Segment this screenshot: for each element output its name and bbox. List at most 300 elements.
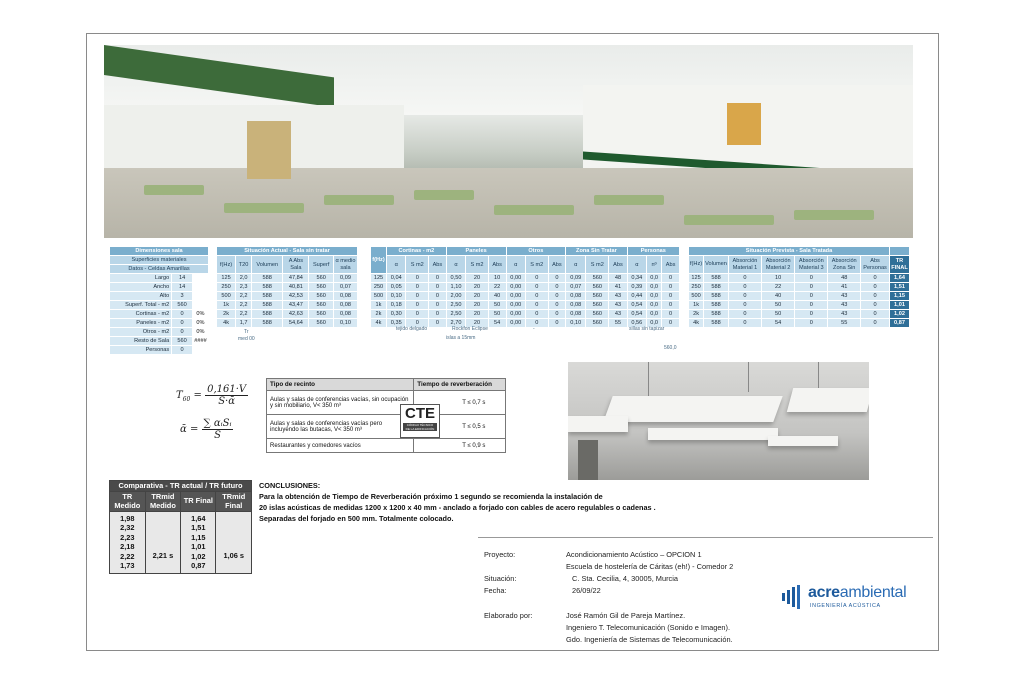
dim-label: Paneles - m2: [110, 319, 172, 328]
mat-cell: 0: [662, 310, 680, 319]
divider: [478, 537, 933, 538]
mat-cell: 0: [406, 283, 429, 292]
prevista-cell: 500: [689, 292, 704, 301]
prevista-cell: 588: [704, 301, 729, 310]
trmid-medido: 2,21 s: [145, 511, 181, 573]
cmp-header: TR Medido: [110, 491, 146, 511]
dining-room-photo: [104, 45, 913, 238]
actual-cell: 588: [252, 301, 283, 310]
trmid-final: 1,06 s: [216, 511, 252, 573]
prevista-cell: 0: [728, 310, 761, 319]
actual-row: [217, 301, 358, 310]
prevista-header: Absorción Material 1: [728, 256, 761, 274]
mat-cell: 0,08: [566, 310, 586, 319]
prevista-row: [689, 292, 910, 301]
tr-medido-value: 1,73: [120, 561, 135, 570]
actual-cell: 0,08: [334, 292, 358, 301]
prevista-header: Abs Personas: [861, 256, 890, 274]
mat-cell: 43: [609, 301, 627, 310]
mat-cell: 0,54: [627, 310, 646, 319]
dim-pct: 0%: [192, 310, 208, 319]
cte-tipo: Aulas y salas de conferencias vacías pero incluyendo las butacas, V< 350 m³: [267, 415, 414, 439]
prevista-cell: 588: [704, 310, 729, 319]
mat-group-otros: Otros: [506, 247, 566, 256]
actual-header: Superf: [309, 256, 334, 274]
label-elaborado: Elaborado por:: [484, 611, 533, 620]
prevista-cell: 0: [795, 292, 828, 301]
tr-final-value: 1,64: [191, 513, 206, 523]
mat-cell: 560: [586, 319, 609, 328]
mat-cell: 0: [429, 274, 447, 283]
prevista-tr-top: [890, 247, 910, 256]
mat-cell: 0,0: [647, 292, 662, 301]
dim-pct: [192, 346, 208, 355]
mat-cell: 0,00: [506, 292, 525, 301]
mat-cell: 0,56: [627, 319, 646, 328]
mat-cell: 2,50: [446, 310, 465, 319]
tr-medido-value: 2,22: [120, 551, 135, 561]
alpha-formula: [180, 418, 233, 441]
mat-cell: 0,0: [647, 283, 662, 292]
actual-row: [217, 319, 358, 328]
prevista-cell: 22: [762, 283, 795, 292]
prevista-cell: 588: [704, 319, 729, 328]
situacion-prevista-table: [688, 246, 910, 328]
actual-header: A Abs Sala: [283, 256, 309, 274]
tr-final-value: 0,87: [191, 561, 206, 570]
mat-cell: 0: [548, 310, 566, 319]
prevista-row: [689, 319, 910, 328]
actual-cell: 1,7: [236, 319, 252, 328]
label-proyecto: Proyecto:: [484, 550, 516, 559]
dim-label: Largo: [110, 274, 172, 283]
actual-cell: 2,2: [236, 301, 252, 310]
mat-cell: 0,18: [387, 301, 406, 310]
prevista-cell: 55: [828, 319, 861, 328]
mat-cell: 50: [488, 301, 506, 310]
foot-paneles: Rockfon Eclipse: [452, 326, 488, 332]
mat-row: [371, 301, 680, 310]
mat-cell: 560: [586, 283, 609, 292]
mat-cell: 20: [466, 292, 489, 301]
actual-cell: 2,3: [236, 283, 252, 292]
foot-islas: islas a 15mm: [446, 335, 476, 341]
t60-formula: [176, 384, 248, 407]
mat-cell: 0,00: [506, 283, 525, 292]
dimensiones-title: Dimensiones sala: [110, 247, 209, 256]
actual-cell: 0,08: [334, 310, 358, 319]
actual-cell: 42,53: [283, 292, 309, 301]
actual-cell: 560: [309, 292, 334, 301]
prevista-cell: 0: [795, 319, 828, 328]
prevista-cell: 4k: [689, 319, 704, 328]
tr-medido-list: [110, 511, 146, 573]
tr-medido-value: 2,18: [120, 542, 135, 551]
prevista-header: TR FINAL: [890, 256, 910, 274]
prevista-cell: 125: [689, 274, 704, 283]
dim-label: Otros - m2: [110, 328, 172, 337]
mat-cell: 0,54: [627, 301, 646, 310]
actual-note-tr: Tr: [244, 329, 249, 335]
logo-name-bold: acre: [808, 584, 840, 601]
actual-cell: 1k: [217, 301, 236, 310]
prevista-cell: 0: [861, 301, 890, 310]
tr-medido-value: 1,98: [120, 513, 135, 523]
mat-cell: 0,04: [387, 274, 406, 283]
actual-cell: 0,08: [334, 301, 358, 310]
mat-cell: 0,34: [627, 274, 646, 283]
mat-cell: 43: [609, 310, 627, 319]
dim-label: Personas: [110, 346, 172, 355]
tr-final-value: 1,02: [191, 551, 206, 561]
actual-row: [217, 310, 358, 319]
actual-cell: 54,64: [283, 319, 309, 328]
cte-table: [266, 378, 506, 453]
mat-cell: 0: [662, 319, 680, 328]
mat-subheader: Abs: [662, 256, 680, 274]
mat-group-zona: Zona Sin Tratar: [566, 247, 627, 256]
actual-row: [217, 283, 358, 292]
dim-value: 560: [172, 337, 193, 346]
tr-medido-value: 2,32: [120, 523, 135, 532]
t60-num: 0,161·V: [207, 384, 247, 395]
actual-note-med: med 00: [238, 336, 255, 342]
mat-subheader: S m2: [406, 256, 429, 274]
dim-label: Cortinas - m2: [110, 310, 172, 319]
actual-cell: 588: [252, 292, 283, 301]
dim-pct: 0%: [192, 319, 208, 328]
mat-cell: 0: [525, 301, 548, 310]
mat-cell: 10: [488, 274, 506, 283]
conclusiones: [259, 480, 656, 524]
cte-logo-small1: CÓDIGO TÉCNICO: [403, 423, 437, 427]
dim-pct: [192, 292, 208, 301]
cte-col-tiempo: Tiempo de reverberación: [414, 379, 506, 391]
prevista-cell: 1,02: [890, 310, 910, 319]
prevista-cell: 43: [828, 292, 861, 301]
cte-tiempo: T ≤ 0,9 s: [414, 439, 506, 453]
actual-cell: 588: [252, 283, 283, 292]
prevista-row: [689, 274, 910, 283]
mat-row: [371, 292, 680, 301]
mat-cell: 0: [406, 310, 429, 319]
t60-sub: 60: [182, 396, 191, 403]
prevista-cell: 43: [828, 301, 861, 310]
dim-value: 0: [172, 346, 193, 355]
mat-cell: 560: [586, 292, 609, 301]
prevista-title: Situación Prevista - Sala Tratada: [689, 247, 890, 256]
mat-cell: 0,30: [387, 310, 406, 319]
cte-col-tipo: Tipo de recinto: [267, 379, 414, 391]
dim-value: 0: [172, 319, 193, 328]
cte-tipo: Aulas y salas de conferencias vacías, sin ocupación y sin mobiliario, V< 350 m³: [267, 391, 414, 415]
prevista-header: Absorción Zona Sin: [828, 256, 861, 274]
value-elaborado-2: Ingeniero T. Telecomunicación (Sonido e Imagen).: [566, 623, 731, 632]
acoustic-islands-photo: [568, 362, 869, 480]
mat-cell: 0: [429, 310, 447, 319]
dim-pct: ####: [194, 338, 207, 344]
mat-cell: 0,08: [566, 301, 586, 310]
foot-personas: sillas sin tapizar: [629, 326, 665, 332]
mat-cell: 55: [609, 319, 627, 328]
alpha-num: ∑ αᵢSᵢ: [203, 418, 232, 429]
mat-group-personas: Personas: [627, 247, 679, 256]
mat-subheader: α: [446, 256, 465, 274]
cmp-header: TR Final: [181, 491, 216, 511]
actual-cell: 2,2: [236, 310, 252, 319]
mat-cell: 0: [429, 292, 447, 301]
dim-value: 14: [172, 283, 193, 292]
dim-pct: [192, 301, 208, 310]
actual-cell: 43,47: [283, 301, 309, 310]
prevista-cell: 0: [728, 319, 761, 328]
cte-logo-text: CTE: [405, 405, 435, 422]
mat-cell: 0: [525, 283, 548, 292]
mat-cell: 48: [609, 274, 627, 283]
actual-cell: 500: [217, 292, 236, 301]
actual-cell: 560: [309, 310, 334, 319]
mat-cell: 0: [406, 319, 429, 328]
logo-name-thin: ambiental: [839, 584, 907, 601]
prevista-cell: 50: [762, 310, 795, 319]
prevista-cell: 10: [762, 274, 795, 283]
conclusiones-line: Para la obtención de Tiempo de Reverberación próximo 1 segundo se recomienda la instalación de: [259, 492, 603, 501]
actual-cell: 560: [309, 274, 334, 283]
tr-final-value: 1,15: [191, 532, 206, 542]
mat-cell: 0: [548, 283, 566, 292]
tr-final-value: 1,51: [191, 523, 206, 532]
prevista-cell: 43: [828, 310, 861, 319]
mat-cell: 0,07: [566, 283, 586, 292]
prevista-cell: 0: [795, 301, 828, 310]
t60-lhs: T: [176, 390, 183, 401]
actual-cell: 560: [309, 319, 334, 328]
mat-cell: 2,70: [446, 319, 465, 328]
mat-cell: 20: [466, 274, 489, 283]
foot-cortinas: tejido delgado: [396, 326, 428, 332]
cte-tipo: Restaurantes y comedores vacíos: [267, 439, 414, 453]
prevista-cell: 54: [762, 319, 795, 328]
dim-pct: [192, 283, 208, 292]
actual-cell: 588: [252, 310, 283, 319]
project-info: [484, 549, 804, 649]
prevista-cell: 0: [795, 310, 828, 319]
mat-cell: 0,10: [566, 319, 586, 328]
label-situacion: Situación:: [484, 574, 517, 583]
mat-cell: 0: [662, 292, 680, 301]
actual-cell: 2,0: [236, 274, 252, 283]
mat-group-paneles: Paneles: [446, 247, 506, 256]
mat-cell: 0: [662, 301, 680, 310]
mat-cell: 0,00: [506, 310, 525, 319]
mat-cell: 0,35: [387, 319, 406, 328]
mat-cell: 20: [466, 283, 489, 292]
mat-cell: 4k: [371, 319, 387, 328]
logo-name: [808, 584, 906, 602]
prevista-cell: 0: [728, 274, 761, 283]
mat-cell: 0,0: [647, 301, 662, 310]
t60-eq: =: [193, 390, 202, 401]
mat-subheader: Abs: [488, 256, 506, 274]
prevista-row: [689, 301, 910, 310]
dim-pct: [192, 274, 208, 283]
prevista-cell: 0: [861, 283, 890, 292]
dim-value: 560: [172, 301, 193, 310]
mat-cell: 2,00: [446, 292, 465, 301]
mat-subheader: α: [627, 256, 646, 274]
dim-label: Ancho: [110, 283, 172, 292]
prevista-cell: 0,87: [890, 319, 910, 328]
dim-label: Alto: [110, 292, 172, 301]
mat-cell: 0: [548, 301, 566, 310]
mat-cell: 0: [525, 319, 548, 328]
mat-cell: 22: [488, 283, 506, 292]
actual-cell: 588: [252, 319, 283, 328]
prevista-cell: 1,01: [890, 301, 910, 310]
mat-cell: 40: [488, 292, 506, 301]
mat-cell: 0,0: [647, 319, 662, 328]
dim-label: Superf. Total - m2: [110, 301, 172, 310]
materiales-table: [370, 246, 680, 328]
prevista-cell: 41: [828, 283, 861, 292]
mat-cell: 0: [662, 274, 680, 283]
dim-pct: 0%: [192, 328, 208, 337]
mat-cell: 20: [466, 301, 489, 310]
prevista-row: [689, 283, 910, 292]
mat-row: [371, 310, 680, 319]
prevista-cell: 0: [728, 283, 761, 292]
dim-value: 3: [172, 292, 193, 301]
prevista-cell: 0: [795, 283, 828, 292]
actual-header: Volumen: [252, 256, 283, 274]
mat-cell: 0,0: [647, 274, 662, 283]
value-elaborado: José Ramón Gil de Pareja Martínez.: [566, 611, 686, 620]
tr-final-list: [181, 511, 216, 573]
prevista-cell: 1,64: [890, 274, 910, 283]
tr-medido-value: 2,23: [120, 532, 135, 542]
actual-cell: 560: [309, 301, 334, 310]
mat-cell: 0: [662, 283, 680, 292]
mat-cell: 0: [429, 319, 447, 328]
mat-subheader: S m2: [466, 256, 489, 274]
value-proyecto-2: Escuela de hostelería de Cáritas (eh!) - Comedor 2: [566, 562, 734, 571]
tr-final-value: 1,01: [191, 542, 206, 551]
prevista-header: Absorción Material 3: [795, 256, 828, 274]
actual-cell: 560: [309, 283, 334, 292]
dim-value: 14: [172, 274, 193, 283]
actual-cell: 250: [217, 283, 236, 292]
dimensiones-sub1: Superficies materiales: [110, 256, 209, 265]
dim-label: Resto de Sala: [110, 337, 172, 346]
dimensiones-sub2: Datos - Celdas Amarillas: [110, 265, 209, 274]
prevista-row: [689, 310, 910, 319]
foot-otros: -: [533, 326, 535, 332]
comparativa-title: Comparativa - TR actual / TR futuro: [110, 481, 252, 492]
conclusiones-line: Separadas del forjado en 500 mm. Totalmente colocado.: [259, 514, 454, 523]
prevista-cell: 588: [704, 283, 729, 292]
mat-cell: 0,39: [627, 283, 646, 292]
mat-cell: 560: [586, 274, 609, 283]
mat-cell: 0: [525, 292, 548, 301]
actual-cell: 0,07: [334, 283, 358, 292]
mat-cell: 0: [525, 310, 548, 319]
prevista-cell: 0: [861, 310, 890, 319]
comparativa-table: [109, 480, 252, 574]
mat-cell: 0,08: [566, 292, 586, 301]
cte-logo-small2: DE LA EDIFICACIÓN: [403, 427, 437, 431]
actual-cell: 4k: [217, 319, 236, 328]
mat-row: [371, 283, 680, 292]
prevista-cell: 588: [704, 274, 729, 283]
prevista-cell: 250: [689, 283, 704, 292]
mat-cell: 0: [548, 274, 566, 283]
prevista-cell: 0: [795, 274, 828, 283]
actual-header: f(Hz): [217, 256, 236, 274]
mat-freq-header: f(Hz): [371, 247, 387, 274]
mat-cell: 0: [429, 283, 447, 292]
actual-cell: 2,2: [236, 292, 252, 301]
actual-cell: 40,81: [283, 283, 309, 292]
mat-cell: 1,10: [446, 283, 465, 292]
cte-tiempo: T ≤ 0,7 s: [414, 391, 506, 415]
mat-cell: 0,10: [387, 292, 406, 301]
mat-cell: 250: [371, 283, 387, 292]
mat-cell: 20: [466, 319, 489, 328]
mat-cell: 560: [586, 301, 609, 310]
dim-value: 0: [172, 328, 193, 337]
actual-cell: 125: [217, 274, 236, 283]
alpha-eq: =: [189, 424, 199, 435]
mat-cell: 41: [609, 283, 627, 292]
actual-cell: 0,09: [334, 274, 358, 283]
prevista-cell: 48: [828, 274, 861, 283]
mat-cell: 125: [371, 274, 387, 283]
prevista-cell: 40: [762, 292, 795, 301]
mat-subheader: α: [387, 256, 406, 274]
value-proyecto: Acondicionamiento Acústico – OPCION 1: [566, 550, 702, 559]
actual-header: α medio sala: [334, 256, 358, 274]
t60-den: S·ᾱ: [218, 396, 235, 407]
actual-row: [217, 292, 358, 301]
alpha-lhs: ᾱ: [180, 424, 187, 435]
dimensiones-table: [109, 246, 209, 355]
foot-total: 560,0: [664, 345, 677, 351]
mat-cell: 0: [525, 274, 548, 283]
prevista-cell: 1,15: [890, 292, 910, 301]
mat-subheader: nº: [647, 256, 662, 274]
mat-cell: 0: [548, 292, 566, 301]
mat-cell: 43: [609, 292, 627, 301]
prevista-cell: 0: [728, 292, 761, 301]
mat-cell: 1k: [371, 301, 387, 310]
mat-cell: 2k: [371, 310, 387, 319]
actual-cell: 42,63: [283, 310, 309, 319]
dim-value: 0: [172, 310, 193, 319]
alpha-den: S: [214, 430, 221, 441]
mat-subheader: Abs: [609, 256, 627, 274]
mat-cell: 20: [466, 310, 489, 319]
actual-cell: 0,10: [334, 319, 358, 328]
cte-logo: [400, 404, 440, 438]
actual-cell: 588: [252, 274, 283, 283]
actual-header: T20: [236, 256, 252, 274]
value-situacion: C. Sta. Cecilia, 4, 30005, Murcia: [572, 574, 678, 583]
mat-cell: 0: [548, 319, 566, 328]
prevista-header: Absorción Material 2: [762, 256, 795, 274]
mat-cell: 500: [371, 292, 387, 301]
logo-tagline: INGENIERÍA ACÚSTICA: [810, 603, 881, 609]
actual-cell: 2k: [217, 310, 236, 319]
